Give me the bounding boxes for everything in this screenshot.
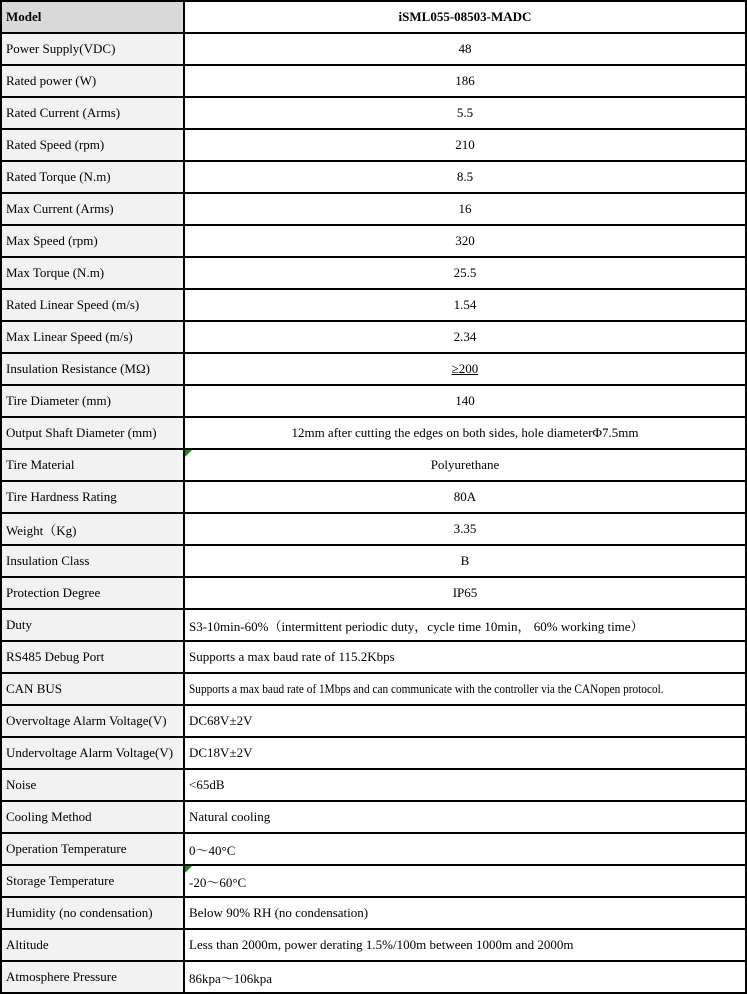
spec-label: Storage Temperature: [1, 865, 184, 897]
spec-label: RS485 Debug Port: [1, 641, 184, 673]
cell-comment-marker-icon: [185, 450, 192, 457]
table-row: [1, 481, 746, 513]
table-row: [1, 833, 746, 865]
table-row: [1, 545, 746, 577]
spec-value: 2.34: [184, 321, 746, 353]
table-row: [1, 65, 746, 97]
table-row: [1, 225, 746, 257]
spec-label: Weight（Kg): [1, 513, 184, 545]
spec-value: Less than 2000m, power derating 1.5%/100m between 1000m and 2000m: [184, 929, 746, 961]
spec-label: Atmosphere Pressure: [1, 961, 184, 993]
spec-value: Supports a max baud rate of 115.2Kbps: [184, 641, 746, 673]
table-row: [1, 353, 746, 385]
table-row: [1, 673, 746, 705]
spec-value: 80A: [184, 481, 746, 513]
spec-label: Rated Linear Speed (m/s): [1, 289, 184, 321]
spec-label: Tire Material: [1, 449, 184, 481]
spec-value: DC68V±2V: [184, 705, 746, 737]
spec-value-cell: [184, 673, 746, 705]
spec-value: 140: [184, 385, 746, 417]
spec-value: 16: [184, 193, 746, 225]
spec-value: Below 90% RH (no condensation): [184, 897, 746, 929]
spec-value: DC18V±2V: [184, 737, 746, 769]
spec-label: Rated Torque (N.m): [1, 161, 184, 193]
spec-value: 1.54: [184, 289, 746, 321]
table-row: [1, 193, 746, 225]
model-number: iSML055-08503-MADC: [184, 1, 746, 33]
spec-label: Humidity (no condensation): [1, 897, 184, 929]
spec-value: 210: [184, 129, 746, 161]
spec-value: 5.5: [184, 97, 746, 129]
model-header-label: Model: [1, 1, 184, 33]
spec-label: Tire Hardness Rating: [1, 481, 184, 513]
spec-label: Rated power (W): [1, 65, 184, 97]
spec-value: Supports a max baud rate of 1Mbps and can communicate with the controller via the CANopen protocol.: [189, 681, 664, 696]
spec-value: S3-10min-60%（intermittent periodic duty，cycle time 10min， 60% working time）: [184, 609, 746, 641]
spec-value: 12mm after cutting the edges on both sides, hole diameterΦ7.5mm: [184, 417, 746, 449]
table-row: [1, 609, 746, 641]
table-row: [1, 257, 746, 289]
spec-label: Tire Diameter (mm): [1, 385, 184, 417]
spec-value: 0～40°C: [184, 833, 746, 865]
spec-label: Rated Current (Arms): [1, 97, 184, 129]
table-row: [1, 33, 746, 65]
spec-label: Operation Temperature: [1, 833, 184, 865]
spec-label: Max Linear Speed (m/s): [1, 321, 184, 353]
spec-label: Undervoltage Alarm Voltage(V): [1, 737, 184, 769]
spec-label: Overvoltage Alarm Voltage(V): [1, 705, 184, 737]
spec-value-cell: [184, 353, 746, 385]
spec-label: Output Shaft Diameter (mm): [1, 417, 184, 449]
spec-value: 3.35: [184, 513, 746, 545]
spec-label: Protection Degree: [1, 577, 184, 609]
spec-value: 86kpa～106kpa: [184, 961, 746, 993]
spec-value: -20～60°C: [189, 874, 247, 890]
table-header-row: [1, 1, 746, 33]
table-row: [1, 961, 746, 993]
spec-label: Duty: [1, 609, 184, 641]
table-row: [1, 129, 746, 161]
table-row: [1, 449, 746, 481]
spec-value: Natural cooling: [184, 801, 746, 833]
spec-label: Noise: [1, 769, 184, 801]
table-row: [1, 929, 746, 961]
spec-label: Insulation Resistance (MΩ): [1, 353, 184, 385]
spec-label: Max Torque (N.m): [1, 257, 184, 289]
spec-label: Insulation Class: [1, 545, 184, 577]
table-row: [1, 865, 746, 897]
table-row: [1, 577, 746, 609]
spec-value-cell: [184, 449, 746, 481]
cell-comment-marker-icon: [185, 866, 192, 873]
spec-value: <65dB: [184, 769, 746, 801]
spec-value: 25.5: [184, 257, 746, 289]
table-row: [1, 97, 746, 129]
table-row: [1, 801, 746, 833]
table-row: [1, 513, 746, 545]
spec-value: ≥200: [451, 361, 479, 376]
spec-label: Cooling Method: [1, 801, 184, 833]
spec-value: 186: [184, 65, 746, 97]
table-row: [1, 897, 746, 929]
table-row: [1, 385, 746, 417]
table-row: [1, 769, 746, 801]
spec-label: CAN BUS: [1, 673, 184, 705]
spec-label: Max Current (Arms): [1, 193, 184, 225]
table-row: [1, 289, 746, 321]
spec-label: Rated Speed (rpm): [1, 129, 184, 161]
table-row: [1, 705, 746, 737]
spec-value: 8.5: [184, 161, 746, 193]
spec-value: 320: [184, 225, 746, 257]
spec-value: Polyurethane: [430, 457, 500, 472]
table-row: [1, 641, 746, 673]
spec-value: 48: [184, 33, 746, 65]
spec-value: B: [184, 545, 746, 577]
table-row: [1, 321, 746, 353]
spec-value: IP65: [184, 577, 746, 609]
table-row: [1, 161, 746, 193]
spec-value-cell: [184, 865, 746, 897]
spec-label: Altitude: [1, 929, 184, 961]
spec-label: Max Speed (rpm): [1, 225, 184, 257]
spec-label: Power Supply(VDC): [1, 33, 184, 65]
table-row: [1, 737, 746, 769]
table-row: [1, 417, 746, 449]
